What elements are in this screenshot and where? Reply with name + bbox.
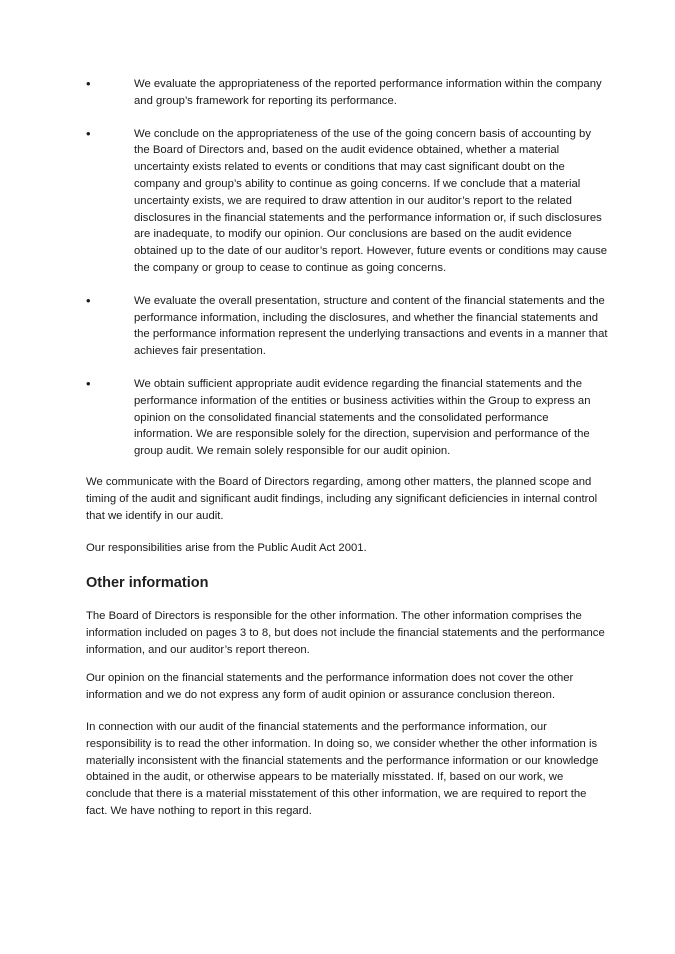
bullet-icon: • [86, 125, 91, 141]
bullet-icon: • [86, 292, 91, 308]
bullet-text: We evaluate the overall presentation, structure and content of the financial statements and the performance information, including the disclosures, and whether the financial statements and the performance information represent the underlying transactions and events in a manner that achieves fair presentation. [134, 294, 608, 358]
other-info-paragraph: In connection with our audit of the financial statements and the performance information, our responsibility is to read the other information. In doing so, we consider whether the other information is materially inconsistent with the financial statements and the performance information or our knowledge obtained in the audit, or otherwise appears to be materially misstated. If, based on our work, we conclude that there is a material misstatement of this other information, we are required to report the fact. We have nothing to report in this regard. [86, 721, 599, 817]
list-item [0, 376, 675, 460]
list-item [0, 293, 675, 360]
other-info-paragraph: Our opinion on the financial statements and the performance information does not cover the other information and we do not express any form of audit opinion or assurance conclusion thereon. [86, 672, 574, 701]
bullet-text: We evaluate the appropriateness of the reported performance information within the company and group’s framework for reporting its performance. [134, 78, 602, 107]
audit-procedures-list [0, 76, 675, 476]
section-heading-other-information: Other information [86, 575, 209, 591]
responsibilities-paragraph: Our responsibilities arise from the Public Audit Act 2001. [86, 542, 367, 554]
bullet-text: We obtain sufficient appropriate audit evidence regarding the financial statements and the performance information of the entities or business activities within the Group to express an opinion on the consolidated financial statements and the consolidated performance information. We are responsible solely for the direction, supervision and performance of the group audit. We remain solely responsible for our audit opinion. [134, 377, 591, 458]
list-item [0, 126, 675, 277]
bullet-text: We conclude on the appropriateness of the use of the going concern basis of accounting by the Board of Directors and, based on the audit evidence obtained, whether a material uncertainty exists related to events or conditions that may cast significant doubt on the company and group’s ability to continue as going concerns. If we conclude that a material uncertainty exists, we are required to draw attention in our auditor’s report to the related disclosures in the financial statements and the performance information or, if such disclosures are inadequate, to modify our opinion. Our conclusions are based on the audit evidence obtained up to the date of our auditor’s report. However, future events or conditions may cause the company or group to cease to continue as going concerns. [134, 127, 608, 274]
bullet-icon: • [86, 375, 91, 391]
bullet-icon: • [86, 76, 91, 91]
list-item [0, 76, 675, 110]
communication-paragraph: We communicate with the Board of Directors regarding, among other matters, the planned scope and timing of the audit and significant audit findings, including any significant deficiencies in internal control that we identify in our audit. [86, 476, 598, 522]
other-info-paragraph: The Board of Directors is responsible for the other information. The other information comprises the information included on pages 3 to 8, but does not include the financial statements and the performance information, and our auditor’s report thereon. [86, 610, 605, 656]
